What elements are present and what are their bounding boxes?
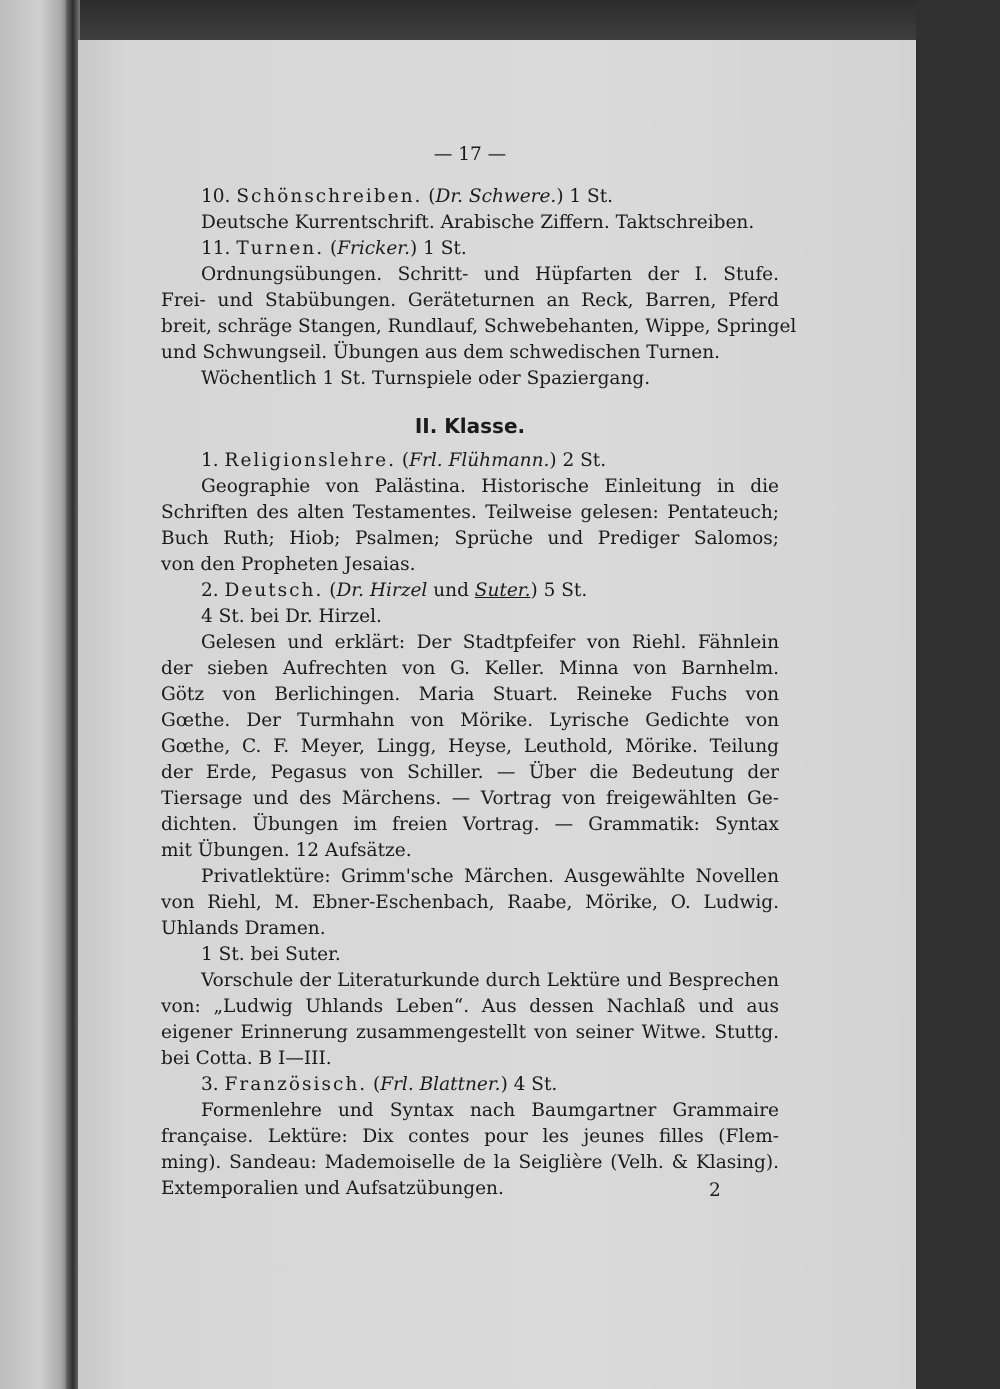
- text-line: française. Lektüre: Dix contes pour les jeunes filles (Flem-: [161, 1126, 779, 1147]
- class-heading: II. Klasse.: [414, 414, 526, 438]
- text-line: Uhlands Dramen.: [161, 918, 326, 939]
- subject-line-religionslehre: 1. Religionslehre. (Frl. Flühmann.) 2 St.: [201, 450, 607, 471]
- text-line: Privatlektüre: Grimm'sche Märchen. Ausgewählte Novellen: [201, 866, 779, 887]
- text-line: Formenlehre und Syntax nach Baumgartner Grammaire: [201, 1100, 779, 1121]
- text-line: Tiersage und des Märchens. — Vortrag von freigewählten Ge-: [161, 788, 779, 809]
- facing-page-edge: [0, 0, 72, 1389]
- subject-line-schoenschreiben: 10. Schönschreiben. (Dr. Schwere.) 1 St.: [201, 186, 614, 207]
- text-line: Schriften des alten Testamentes. Teilweise gelesen: Pentateuch;: [161, 502, 779, 523]
- text-line: breit, schräge Stangen, Rundlauf, Schwebehanten, Wippe, Springel: [161, 316, 797, 337]
- text-line: von: „Ludwig Uhlands Leben“. Aus dessen Nachlaß und aus: [161, 996, 779, 1017]
- text-line: Götz von Berlichingen. Maria Stuart. Reineke Fuchs von: [161, 684, 779, 705]
- text-line: Frei- und Stabübungen. Geräteturnen an Reck, Barren, Pferd: [161, 290, 779, 311]
- text-line: der Erde, Pegasus von Schiller. — Über die Bedeutung der: [161, 762, 779, 783]
- text-line: Extemporalien und Aufsatzübungen.: [161, 1178, 504, 1199]
- text-line: der sieben Aufrechten von G. Keller. Minna von Barnhelm.: [161, 658, 779, 679]
- page-number: — 17 —: [433, 144, 507, 165]
- text-line: Gœthe, C. F. Meyer, Lingg, Heyse, Leuthold, Mörike. Teilung: [161, 736, 779, 757]
- signature-mark: 2: [709, 1180, 721, 1201]
- text-line: 4 St. bei Dr. Hirzel.: [201, 606, 382, 627]
- text-line: eigener Erinnerung zusammengestellt von seiner Witwe. Stuttg.: [161, 1022, 779, 1043]
- text-line: bei Cotta. B I—III.: [161, 1048, 332, 1069]
- text-line: Gelesen und erklärt: Der Stadtpfeifer von Riehl. Fähnlein: [201, 632, 779, 653]
- text-line: Geographie von Palästina. Historische Einleitung in die: [201, 476, 779, 497]
- text-line: Wöchentlich 1 St. Turnspiele oder Spaziergang.: [201, 368, 651, 389]
- text-line: dichten. Übungen im freien Vortrag. — Grammatik: Syntax: [161, 814, 779, 835]
- text-line: ming). Sandeau: Mademoiselle de la Seiglière (Velh. & Klasing).: [161, 1152, 779, 1173]
- subject-line-turnen: 11. Turnen. (Fricker.) 1 St.: [201, 238, 467, 259]
- text-line: Ordnungsübungen. Schritt- und Hüpfarten der I. Stufe.: [201, 264, 779, 285]
- text-line: Vorschule der Literaturkunde durch Lektüre und Besprechen: [201, 970, 779, 991]
- text-line: Deutsche Kurrentschrift. Arabische Ziffern. Taktschreiben.: [201, 212, 755, 233]
- text-line: Buch Ruth; Hiob; Psalmen; Sprüche und Prediger Salomos;: [161, 528, 779, 549]
- text-line: von den Propheten Jesaias.: [161, 554, 416, 575]
- subject-line-deutsch: 2. Deutsch. (Dr. Hirzel und Suter.) 5 St.: [201, 580, 588, 601]
- text-line: und Schwungseil. Übungen aus dem schwedischen Turnen.: [161, 342, 721, 363]
- text-line: 1 St. bei Suter.: [201, 944, 341, 965]
- text-line: Gœthe. Der Turmhahn von Mörike. Lyrische Gedichte von: [161, 710, 779, 731]
- text-line: von Riehl, M. Ebner-Eschenbach, Raabe, Mörike, O. Ludwig.: [161, 892, 779, 913]
- scan-background-right: [916, 0, 1000, 1389]
- text-line: mit Übungen. 12 Aufsätze.: [161, 840, 412, 861]
- subject-line-franzoesisch: 3. Französisch. (Frl. Blattner.) 4 St.: [201, 1074, 558, 1095]
- scan-background-top: [78, 0, 916, 40]
